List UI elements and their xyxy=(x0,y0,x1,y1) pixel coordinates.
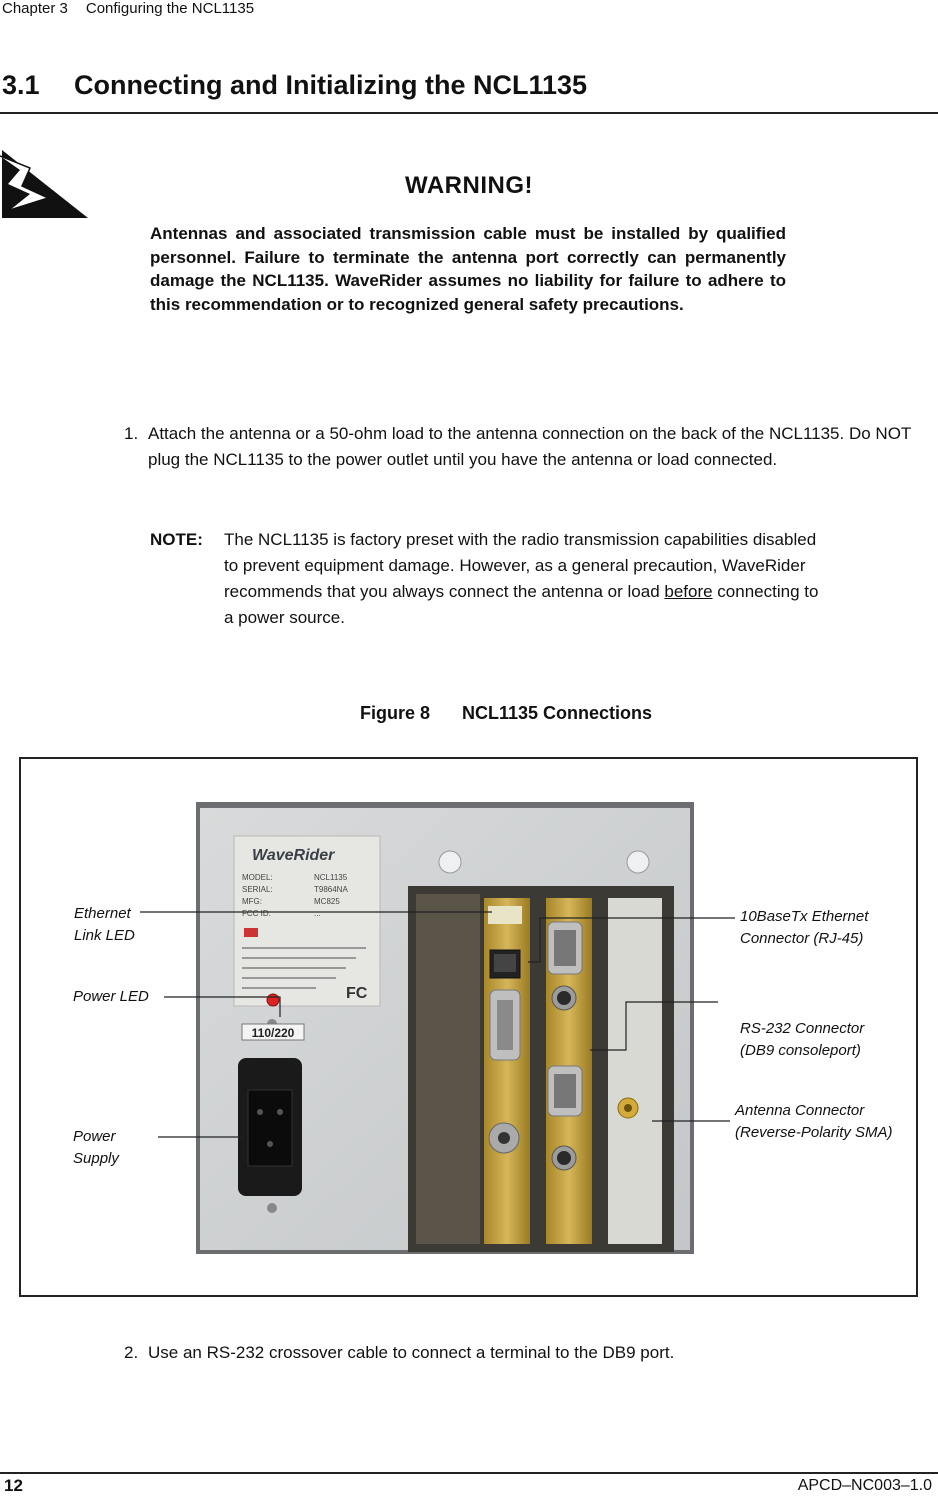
step-number: 2. xyxy=(124,1343,139,1362)
label-value: MC825 xyxy=(314,897,340,906)
chapter-title: Configuring the NCL1135 xyxy=(85,0,255,17)
warning-title: WARNING! xyxy=(405,172,533,199)
callout-line: (DB9 consoleport) xyxy=(740,1042,861,1059)
step-number: 1. xyxy=(124,424,139,443)
label-value: ... xyxy=(314,909,321,918)
callout-line: Power LED xyxy=(73,988,149,1005)
brand-logo: WaveRider xyxy=(252,847,335,864)
footer-rule xyxy=(0,1472,938,1474)
section-number: 3.1 xyxy=(2,70,40,100)
note-text-end: connecting to a power source. xyxy=(224,582,819,627)
callout-line: Connector (RJ-45) xyxy=(740,930,864,947)
page-number: 12 xyxy=(4,1476,23,1495)
callout-line: Power xyxy=(73,1128,116,1145)
step-text: Attach the antenna or a 50-ohm load to the antenna connection on the back of the NCL1135. Do NOT plug the NCL1135 to the power outlet until you have the antenna or load connected. xyxy=(148,424,911,469)
warning-text: Antennas and associated transmission cable must be installed by qualified personnel. Failure to terminate the antenna port correctly can permanently damage the NCL1135. WaveRider assumes no liability for failure to adhere to this recommendation or to recognized general safety precautions. xyxy=(150,224,786,314)
label-line: SERIAL: xyxy=(242,885,273,894)
callout-line: Antenna Connector xyxy=(735,1102,865,1119)
label-value: T9864NA xyxy=(314,885,348,894)
callout-rs232-connector xyxy=(740,1018,864,1062)
note-text: The NCL1135 is factory preset with the radio transmission capabilities disabled to prevent equipment damage. However, as a general precaution, WaveRider recommends that you always connect the antenna or load xyxy=(224,530,817,601)
callout-line: Link LED xyxy=(74,927,135,944)
step-text: Use an RS-232 crossover cable to connect a terminal to the DB9 port. xyxy=(148,1343,675,1362)
note-label: NOTE: xyxy=(150,530,203,549)
leader-rs232 xyxy=(590,1002,718,1050)
callout-line: RS-232 Connector xyxy=(740,1020,865,1037)
label-value: NCL1135 xyxy=(314,873,348,882)
callout-line: Supply xyxy=(73,1150,119,1167)
leader-ethernet-connector xyxy=(528,918,735,962)
label-line: MFG: xyxy=(242,897,262,906)
section-title-text: Connecting and Initializing the NCL1135 xyxy=(74,70,588,100)
callout-power-supply xyxy=(73,1126,119,1170)
callout-ethernet-connector xyxy=(740,906,868,950)
document-id: APCD–NC003–1.0 xyxy=(797,1477,932,1494)
callout-antenna-connector xyxy=(735,1100,893,1144)
step-2 xyxy=(124,1340,924,1366)
label-line: FCC ID: xyxy=(242,909,271,918)
label-line: MODEL: xyxy=(242,873,273,882)
callout-power-led xyxy=(73,986,149,1008)
callout-line: 10BaseTx Ethernet xyxy=(740,908,869,925)
figure-label: Figure 8 xyxy=(359,703,430,723)
voltage-label: 110/220 xyxy=(251,1026,295,1040)
fcc-mark: FC xyxy=(346,985,368,1002)
figure-title: NCL1135 Connections xyxy=(461,703,653,723)
note-emphasis: before xyxy=(664,582,713,601)
chapter-number: Chapter 3 xyxy=(2,0,68,17)
callout-ethernet-link-led xyxy=(74,903,135,947)
callout-line: (Reverse-Polarity SMA) xyxy=(735,1124,893,1141)
leader-power-led xyxy=(164,997,280,1017)
callout-line: Ethernet xyxy=(74,905,131,922)
